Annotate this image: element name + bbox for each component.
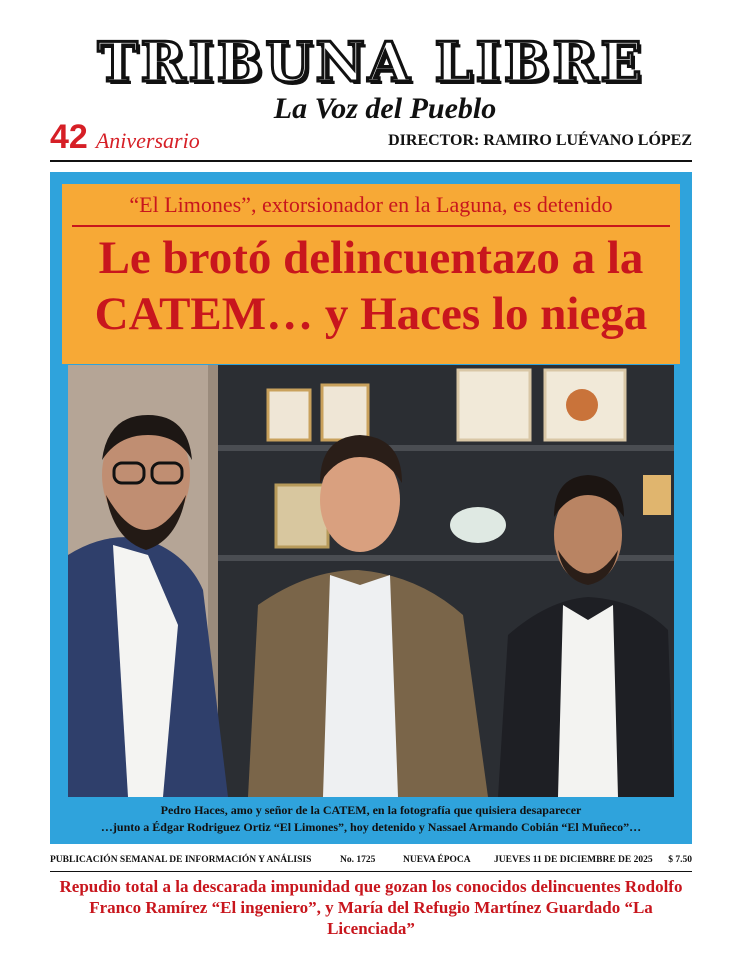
- cover-frame: [50, 172, 692, 844]
- person-center-shirt: [323, 575, 398, 797]
- kicker-headline: “El Limones”, extorsionador en la Laguna, es detenido: [129, 192, 613, 217]
- frame-4-art: [566, 389, 598, 421]
- person-right-shirt: [558, 605, 618, 797]
- bottom-headline-line1: Repudio total a la descarada impunidad que gozan los conocidos delincuentes Rodolfo: [59, 877, 683, 896]
- bottom-headline-line2: Franco Ramírez “El ingeniero”, y María del Refugio Martínez Guardado “La Licenciada”: [89, 898, 653, 938]
- cover-photo-illustration: [68, 365, 674, 797]
- main-headline-line2: CATEM… y Haces lo niega: [94, 288, 648, 340]
- main-headline: [62, 230, 680, 342]
- lamp: [643, 475, 671, 515]
- anniversary-badge: [50, 118, 200, 156]
- main-headline-line1: Le brotó delincuentazo a la: [98, 232, 644, 284]
- publication-description: PUBLICACIÓN SEMANAL DE INFORMACIÓN Y ANÁLISIS: [50, 855, 312, 865]
- director-credit: DIRECTOR: RAMIRO LUÉVANO LÓPEZ: [388, 132, 692, 149]
- shell-sculpture: [450, 507, 506, 543]
- anniversary-word: Aniversario: [95, 128, 200, 153]
- publication-divider: [50, 871, 692, 872]
- issue-date: JUEVES 11 DE DICIEMBRE DE 2025: [494, 855, 653, 865]
- cover-photo: [68, 365, 674, 797]
- frame-5: [276, 485, 328, 547]
- bottom-headline: [46, 876, 696, 939]
- shelf-1: [218, 445, 674, 451]
- frame-2: [322, 385, 368, 440]
- anniversary-number: 42: [50, 118, 88, 156]
- photo-caption-line1: Pedro Haces, amo y señor de la CATEM, en la fotografía que quisiera desaparecer: [160, 803, 582, 817]
- photo-caption: [50, 802, 692, 836]
- masthead: [50, 30, 692, 100]
- era-label: NUEVA ÉPOCA: [403, 855, 471, 865]
- tagline: La Voz del Pueblo: [273, 92, 497, 125]
- masthead-divider: [50, 160, 692, 162]
- issue-number: No. 1725: [340, 855, 376, 865]
- issue-price: $ 7.50: [668, 855, 692, 865]
- kicker-divider: [72, 225, 670, 227]
- newspaper-title: TRIBUNA LIBRE: [97, 30, 645, 94]
- photo-caption-line2: …junto a Édgar Rodriguez Ortiz “El Limones”, hoy detenido y Nassael Armando Cobián “El Muñeco”…: [100, 820, 642, 834]
- headline-box: [62, 184, 680, 364]
- frame-1: [268, 390, 310, 440]
- publication-bar: [50, 855, 692, 869]
- frame-3: [458, 370, 530, 440]
